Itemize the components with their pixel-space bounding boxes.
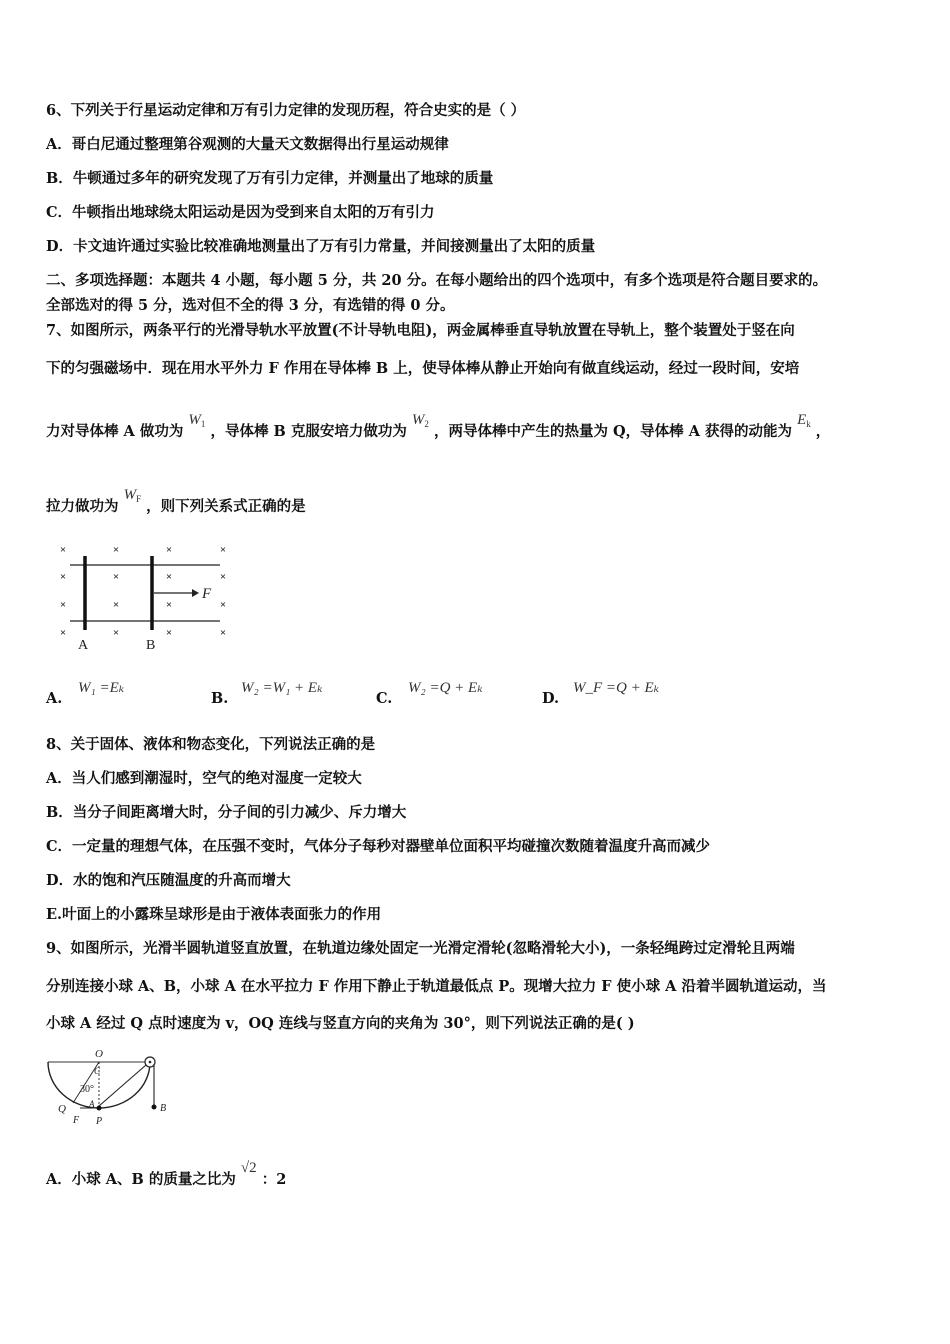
w1-symbol <box>188 412 205 428</box>
q7-option-b-formula: W₂ =W₁ + Eₖ <box>241 680 323 696</box>
force-arrowhead-icon <box>192 589 199 597</box>
q7-option-b-letter: B. <box>211 690 229 707</box>
svg-text:×: × <box>165 571 173 583</box>
svg-text:×: × <box>59 599 67 611</box>
w2-subscript: 2 <box>424 419 429 429</box>
ball-a <box>97 1106 102 1111</box>
q9-line1: 9、如图所示，光滑半圆轨道竖直放置，在轨道边缘处固定一光滑定滑轮(忽略滑轮大小)，一条轻绳跨过定滑轮且两端 <box>46 940 795 957</box>
label-c: C <box>94 1066 101 1076</box>
q6-option-c: C．牛顿指出地球绕太阳运动是因为受到来自太阳的万有引力 <box>46 204 435 221</box>
q7-figure <box>50 538 240 654</box>
q7-line2: 下的匀强磁场中．现在用水平外力 F 作用在导体棒 B 上，使导体棒从静止开始向有做直线运动，经过一段时间，安培 <box>46 360 800 377</box>
q7-option-c-formula: W₂ =Q + Eₖ <box>408 680 483 696</box>
label-angle: 30° <box>80 1084 94 1095</box>
q8-option-b: B．当分子间距离增大时，分子间的引力减少、斥力增大 <box>46 804 407 821</box>
q9-line2: 分别连接小球 A、B，小球 A 在水平拉力 F 作用下静止于轨道最低点 P。现增大拉力 F 使小球 A 沿着半圆轨道运动，当 <box>46 978 827 995</box>
ball-b <box>152 1105 157 1110</box>
q8-stem: 8、关于固体、液体和物态变化，下列说法正确的是 <box>46 736 376 753</box>
w2-letter: W <box>411 412 425 428</box>
wf-symbol <box>124 487 142 503</box>
svg-text:×: × <box>219 544 227 556</box>
label-q: Q <box>58 1103 66 1115</box>
q7-line1: 7、如图所示，两条平行的光滑导轨水平放置(不计导轨电阻)，两金属棒垂直导轨放置在导轨上，整个装置处于竖在向 <box>46 322 795 339</box>
svg-text:×: × <box>219 627 227 639</box>
label-p: P <box>96 1116 103 1127</box>
q9-option-a-post: ：2 <box>261 1171 287 1188</box>
q8-option-c: C．一定量的理想气体，在压强不变时，气体分子每秒对器壁单位面积平均碰撞次数随着温度升高而减少 <box>46 838 711 855</box>
section2-line2: 全部选对的得 5 分，选对但不全的得 3 分，有选错的得 0 分。 <box>46 297 455 314</box>
q9-option-a <box>46 1160 287 1190</box>
rod-b-label: B <box>146 638 156 653</box>
q7-option-d-letter: D. <box>542 690 560 707</box>
q7-option-a-formula: W₁ =Eₖ <box>78 680 125 696</box>
rod-a-label: A <box>78 638 89 653</box>
svg-text:×: × <box>112 571 120 583</box>
w1-letter: W <box>188 412 201 428</box>
svg-text:×: × <box>59 571 67 583</box>
svg-text:×: × <box>219 571 227 583</box>
q6-option-b: B．牛顿通过多年的研究发现了万有引力定律，并测量出了地球的质量 <box>46 170 494 187</box>
q7-line3-b: ，导体棒 B 克服安培力做功为 <box>210 423 407 440</box>
w2-symbol <box>412 412 429 428</box>
label-o: O <box>95 1048 103 1060</box>
svg-text:×: × <box>165 544 173 556</box>
svg-text:×: × <box>219 599 227 611</box>
w1-subscript: 1 <box>200 419 206 429</box>
wf-subscript: F <box>136 494 142 504</box>
ek-letter: E <box>797 412 807 428</box>
rope-segment-a <box>99 1065 146 1106</box>
q7-line3 <box>46 412 831 443</box>
q8-option-e: E.叶面上的小露珠呈球形是由于液体表面张力的作用 <box>46 906 382 923</box>
q9-figure <box>42 1046 182 1130</box>
force-label: F <box>202 586 212 602</box>
svg-text:×: × <box>59 544 67 556</box>
q6-option-d: D．卡文迪许通过实验比较准确地测量出了万有引力常量，并间接测量出了太阳的质量 <box>46 238 596 255</box>
section2-line1: 二、多项选择题：本题共 4 小题，每小题 5 分，共 20 分。在每小题给出的四个选项中，有多个选项是符合题目要求的。 <box>46 272 828 289</box>
svg-text:×: × <box>112 544 120 556</box>
label-f: F <box>73 1115 80 1126</box>
q7-option-a-letter: A. <box>46 690 63 707</box>
q7-line3-a: 力对导体棒 A 做功为 <box>46 423 184 440</box>
label-b: B <box>160 1103 167 1114</box>
q7-line3-d: ， <box>815 423 831 440</box>
q7-option-d-formula: W_F =Q + Eₖ <box>573 680 660 696</box>
q6-stem: 6、下列关于行星运动定律和万有引力定律的发现历程，符合史实的是（ ） <box>46 102 526 119</box>
svg-text:×: × <box>112 599 120 611</box>
pulley-axle <box>149 1061 152 1064</box>
sqrt2-symbol: √2 <box>240 1160 257 1176</box>
ek-symbol <box>797 412 811 428</box>
q9-line3: 小球 A 经过 Q 点时速度为 v，OQ 连线与竖直方向的夹角为 30°，则下列说法正确的是( ) <box>46 1015 635 1032</box>
q8-option-a: A．当人们感到潮湿时，空气的绝对湿度一定较大 <box>46 770 362 787</box>
svg-text:×: × <box>165 599 173 611</box>
q7-line4 <box>46 487 306 518</box>
label-a: A <box>89 1099 95 1109</box>
q7-line3-c: ，两导体棒中产生的热量为 Q，导体棒 A 获得的动能为 <box>433 423 792 440</box>
q9-option-a-pre: A．小球 A、B 的质量之比为 <box>46 1171 236 1188</box>
q7-line4-b: ，则下列关系式正确的是 <box>146 498 306 515</box>
wf-letter: W <box>123 487 137 503</box>
svg-text:×: × <box>59 627 67 639</box>
svg-text:×: × <box>165 627 173 639</box>
q8-option-d: D．水的饱和汽压随温度的升高而增大 <box>46 872 291 889</box>
q7-option-c-letter: C. <box>376 690 393 707</box>
q6-option-a: A．哥白尼通过整理第谷观测的大量天文数据得出行星运动规律 <box>46 136 449 153</box>
ek-subscript: k <box>806 419 811 429</box>
svg-text:×: × <box>112 627 120 639</box>
q7-line4-a: 拉力做功为 <box>46 498 119 515</box>
